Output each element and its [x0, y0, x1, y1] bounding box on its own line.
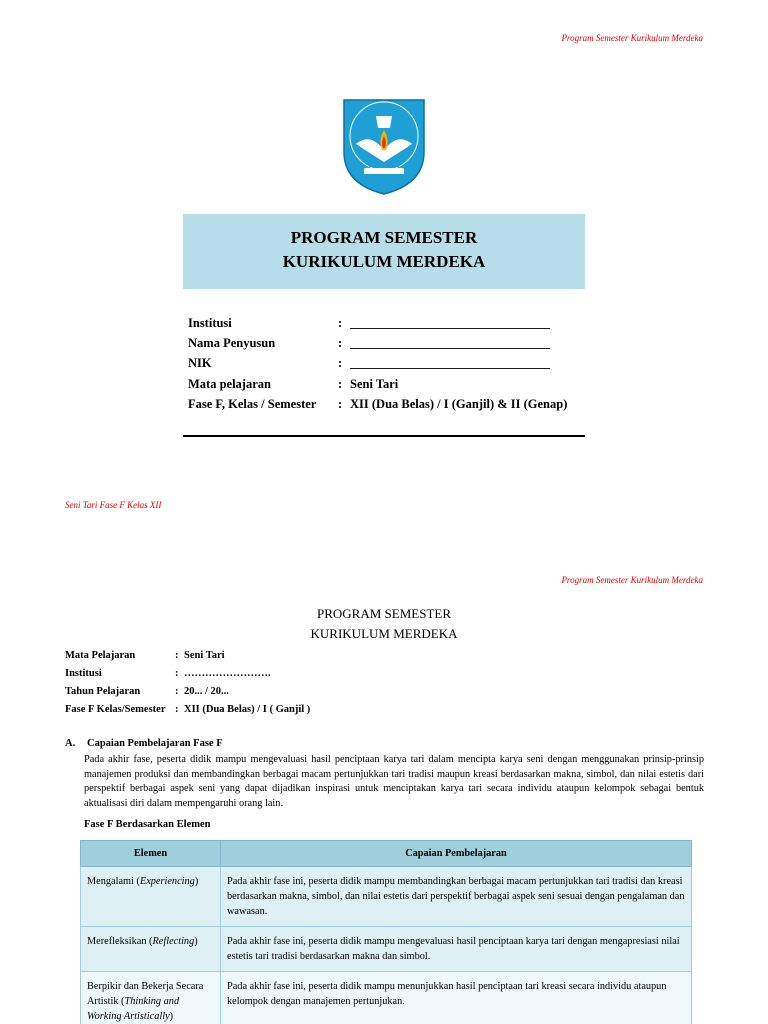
page-title-line1: PROGRAM SEMESTER	[317, 606, 451, 621]
meta-value: XII (Dua Belas) / I ( Ganjil )	[184, 703, 311, 715]
info-value: ________________________________	[350, 356, 550, 371]
info-row-nik	[188, 354, 567, 374]
info-value: ________________________________	[350, 336, 550, 351]
meta-value: Seni Tari	[184, 649, 225, 661]
info-label: NIK	[188, 356, 212, 371]
info-value: Seni Tari	[350, 376, 399, 391]
page-header: Program Semester Kurikulum Merdeka	[561, 575, 703, 585]
meta-colon: :	[175, 703, 179, 715]
column-header: Capaian Pembelajaran	[221, 841, 692, 867]
info-value: XII (Dua Belas) / I (Ganjil) & II (Genap)	[350, 397, 568, 412]
info-label: Mata pelajaran	[188, 376, 271, 391]
info-colon: :	[338, 356, 343, 371]
info-label: Nama Penyusun	[188, 336, 276, 351]
meta-table	[65, 646, 310, 718]
cover-info-table	[188, 313, 567, 415]
meta-row-tahun-pelajaran	[65, 682, 310, 700]
section-number: A.	[65, 738, 76, 749]
info-row-institusi	[188, 313, 567, 333]
section-title: Capaian Pembelajaran Fase F	[87, 738, 223, 749]
table-row	[81, 927, 692, 972]
subheading: Fase F Berdasarkan Elemen	[84, 819, 211, 830]
meta-row-institusi	[65, 664, 310, 682]
page-footer: Seni Tari Fase F Kelas XII	[65, 500, 162, 510]
meta-colon: :	[175, 685, 179, 697]
table-header-row	[81, 841, 692, 867]
element-cell: Berpikir dan Bekerja Secara Artistik (Thinking and Working Artistically)	[81, 972, 221, 1024]
info-colon: :	[338, 397, 343, 412]
element-cell: Mengalami (Experiencing)	[81, 867, 221, 927]
page-title-line2: KURIKULUM MERDEKA	[310, 626, 458, 641]
info-row-fase-kelas-semester	[188, 395, 567, 415]
cover-title-box	[183, 214, 585, 289]
page-header: Program Semester Kurikulum Merdeka	[561, 33, 703, 43]
column-header: Elemen	[81, 841, 221, 867]
capaian-cell: Pada akhir fase ini, peserta didik mampu membandingkan berbagai macam pertunjukkan tari tradisi dan kreasi berdasarkan makna, simbol, dan nilai estetis dari perspektif berbagai aspek seni sesuai dengan pengalaman dan wawasan.	[221, 867, 692, 927]
element-cell: Merefleksikan (Reflecting)	[81, 927, 221, 972]
meta-label: Institusi	[65, 667, 102, 679]
meta-colon: :	[175, 649, 179, 661]
meta-row-mata-pelajaran	[65, 646, 310, 664]
section-a-paragraph: Pada akhir fase, peserta didik mampu mengevaluasi hasil penciptaan karya tari dalam mencipta karya seni dengan menggunakan prinsip-prinsip manajemen produksi dan membandingkan berbagai macam pertunjukkan tari tradisi maupun kreasi berdasarkan makna, simbol, dan nilai estetis dari perspektif berbagai aspek seni yang dapat dijadikan inspirasi untuk menciptakan karya tari secara individu ataupun kelompok sebagai bentuk aktualisasi diri dalam mempengaruhi orang lain.	[84, 754, 704, 809]
info-row-mata-pelajaran	[188, 374, 567, 394]
meta-label: Mata Pelajaran	[65, 649, 136, 661]
meta-value: …………………….	[184, 667, 271, 679]
info-label: Fase F, Kelas / Semester	[188, 397, 317, 412]
info-colon: :	[338, 376, 343, 391]
tut-wuri-handayani-logo	[334, 92, 434, 197]
cover-title-line2: KURIKULUM MERDEKA	[282, 252, 486, 271]
info-colon: :	[338, 315, 343, 330]
meta-row-fase-kelas-semester	[65, 700, 310, 718]
table-row	[81, 972, 692, 1024]
info-value: ________________________________	[350, 315, 550, 330]
cover-divider	[183, 435, 585, 437]
meta-value: 20... / 20...	[184, 685, 229, 697]
capaian-table	[80, 840, 692, 1024]
info-row-nama-penyusun	[188, 333, 567, 353]
capaian-cell: Pada akhir fase ini, peserta didik mampu menunjukkan hasil penciptaan tari kreasi secara individu ataupun kelompok dengan manajemen pertunjukan.	[221, 972, 692, 1024]
info-colon: :	[338, 336, 343, 351]
meta-label: Tahun Pelajaran	[65, 685, 141, 697]
section-a-heading	[65, 738, 223, 749]
info-label: Institusi	[188, 315, 232, 330]
capaian-cell: Pada akhir fase ini, peserta didik mampu mengevaluasi hasil penciptaan karya tari dengan mengapresiasi nilai estetis tari tradisi berdasarkan makna dan simbol.	[221, 927, 692, 972]
cover-title-line1: PROGRAM SEMESTER	[290, 228, 478, 247]
table-row	[81, 867, 692, 927]
meta-colon: :	[175, 667, 179, 679]
meta-label: Fase F Kelas/Semester	[65, 703, 166, 715]
